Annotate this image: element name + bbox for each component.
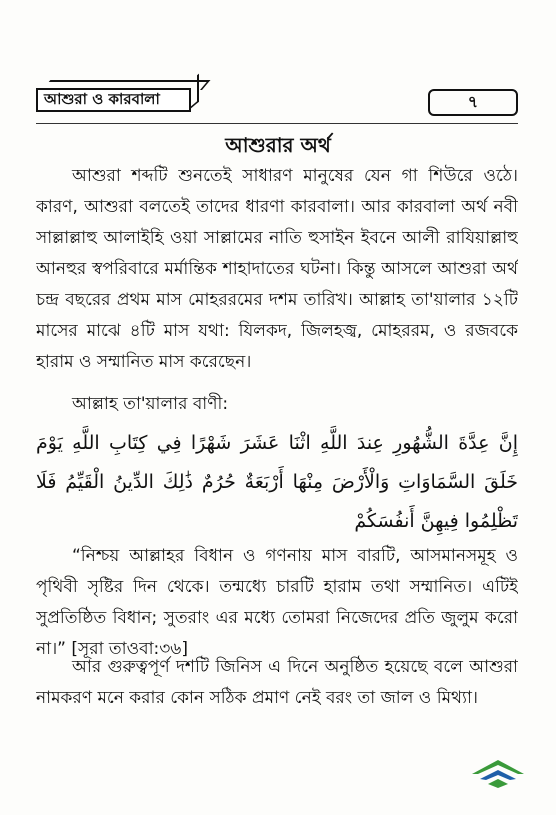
header-divider	[36, 123, 518, 124]
page-number: ৭	[428, 89, 518, 116]
section-title: আশুরার অর্থ	[225, 133, 331, 157]
chapter-title: আশুরা ও কারবালা	[36, 88, 191, 112]
paragraph-2: আর গুরুত্বপূর্ণ দশটি জিনিস এ দিনে অনুষ্ঠিত হয়েছে বলে আশুরা নামকরণ মনে করার কোন সঠিক প্রমাণ নেই বরং তা জাল ও মিথ্যা।	[36, 657, 518, 708]
publisher-logo-icon	[468, 752, 528, 792]
arabic-verse: إِنَّ عِدَّةَ الشُّهُورِ عِندَ اللَّهِ اثْنَا عَشَرَ شَهْرًا فِي كِتَابِ اللَّهِ يَوْمَ خَلَقَ السَّمَاوَاتِ وَالْأَرْضَ مِنْهَا أَرْبَعَةٌ حُرُمٌ ذَٰلِكَ الدِّينُ الْقَيِّمُ فَلَا تَظْلِمُوا فِيهِنَّ أَنفُسَكُمْ	[36, 432, 518, 532]
paragraph-1: আশুরা শব্দটি শুনতেই সাধারণ মানুষের যেন গা শিউরে ওঠে। কারণ, আশুরা বলতেই তাদের ধারণা কারবালা। আর কারবালা অর্থ নবী সাল্লাল্লাহু আলাইহি ওয়া সাল্লামের নাতি হুসাইন ইবনে আলী রাযিয়াল্লাহু আনহুর স্বপরিবারে মর্মান্তিক শাহাদাতের ঘটনা। কিন্তু আসলে আশুরা অর্থ চন্দ্র বছরের প্রথম মাস মোহররমের দশম তারিখ। আল্লাহ তা'য়ালার ১২টি মাসের মাঝে ৪টি মাস যথা: যিলকদ, জিলহজ্ব, মোহররম, ও রজবকে হারাম ও সম্মানিত মাস করেছেন।	[36, 166, 518, 372]
verse-intro: আল্লাহ তা'য়ালার বাণী:	[72, 394, 229, 414]
verse-translation: “নিশ্চয় আল্লাহর বিধান ও গণনায় মাস বারটি, আসমানসমূহ ও পৃথিবী সৃষ্টির দিন থেকে। তন্মধ্যে চারটি হারাম তথা সম্মানিত। এটিই সুপ্রতিষ্ঠিত বিধান; সুতরাং এর মধ্যে তোমরা নিজেদের প্রতি জুলুম করো না।” [সূরা তাওবা:৩৬]	[36, 546, 518, 659]
